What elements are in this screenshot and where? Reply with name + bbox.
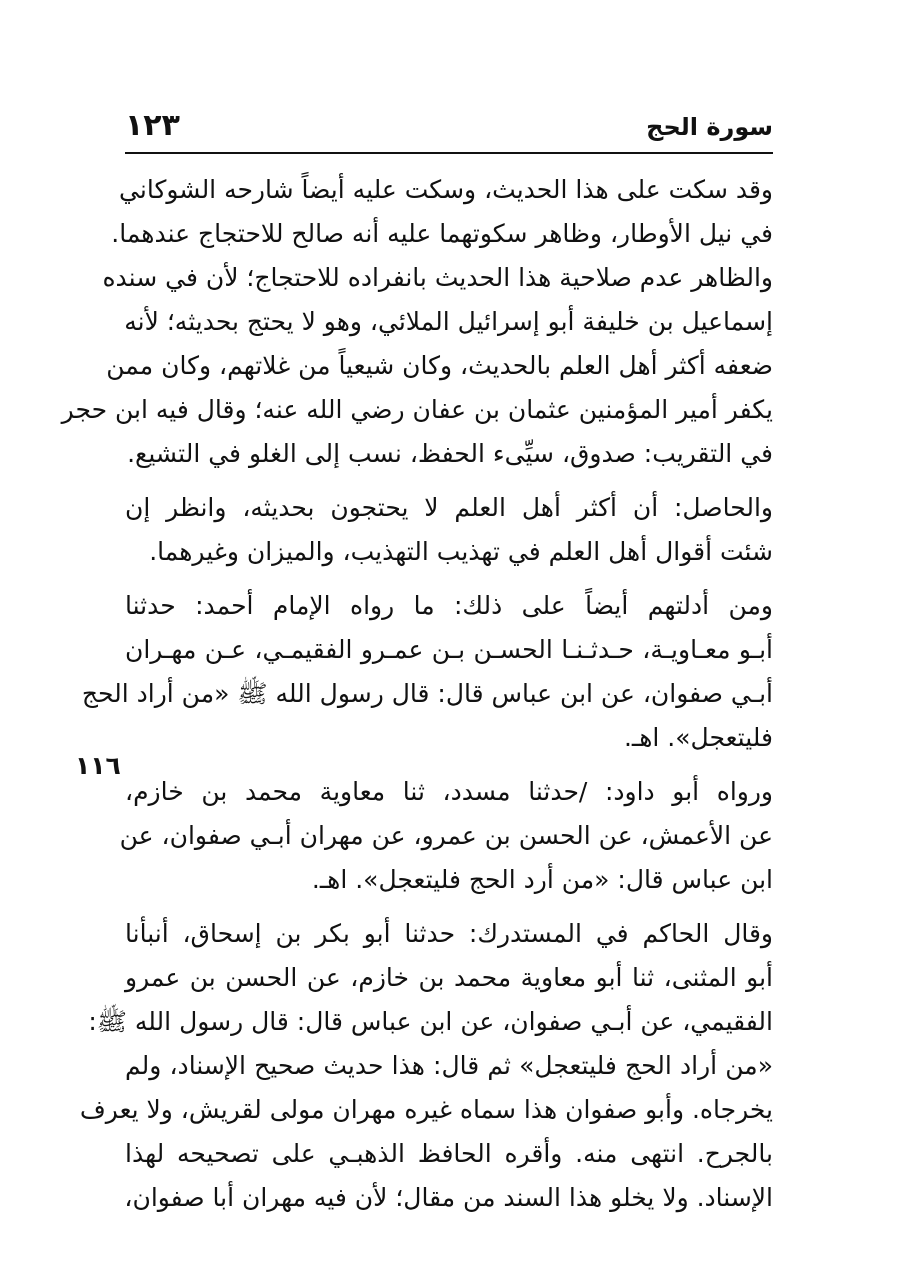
chapter-title: سورة الحج [646, 113, 773, 141]
page-header [125, 108, 773, 148]
text-line: يخرجاه. وأبو صفوان هذا سماه غيره مهران مولى لقريش، ولا يعرف [79, 1095, 773, 1124]
text-line: أبـي صفوان، عن ابن عباس قال: قال رسول الله ﷺ «من أراد الحج [81, 679, 773, 708]
text-line: والحاصل: أن أكثر أهل العلم لا يحتجون بحديثه، وانظر إن [125, 493, 773, 522]
text-line: في التقريب: صدوق، سيِّىء الحفظ، نسب إلى الغلو في التشيع. [127, 439, 773, 468]
text-line: في نيل الأوطار، وظاهر سكوتهما عليه أنه صالح للاحتجاج عندهما. [111, 219, 773, 248]
text-line: عن الأعمش، عن الحسن بن عمرو، عن مهران أبـي صفوان، عن [119, 821, 773, 850]
text-line: وقد سكت على هذا الحديث، وسكت عليه أيضاً شارحه الشوكاني [119, 175, 773, 204]
header-divider [125, 152, 773, 154]
page-number: ١٢٣ [125, 108, 180, 143]
text-line: الإسناد. ولا يخلو هذا السند من مقال؛ لأن فيه مهران أبا صفوان، [124, 1183, 773, 1212]
text-line: ومن أدلتهم أيضاً على ذلك: ما رواه الإمام أحمد: حدثنا [125, 591, 773, 620]
text-line: أبـو معـاويـة، حـدثـنـا الحسـن بـن عمـرو الفقيمـي، عـن مهـران [125, 635, 773, 664]
paragraph [61, 168, 773, 476]
text-line: ورواه أبو داود: /حدثنا مسدد، ثنا معاوية محمد بن خازم، [125, 777, 773, 806]
text-line: أبو المثنى، ثنا أبو معاوية محمد بن خازم، عن الحسن بن عمرو [125, 963, 773, 992]
text-line: شئت أقوال أهل العلم في تهذيب التهذيب، والميزان وغيرهما. [149, 537, 773, 566]
text-line: ابن عباس قال: «من أرد الحج فليتعجل». اهـ. [311, 865, 773, 894]
paragraph [119, 770, 773, 902]
text-line: بالجرح. انتهى منه. وأقره الحافظ الذهبـي على تصحيحه لهذا [125, 1139, 773, 1168]
text-line: وقال الحاكم في المستدرك: حدثنا أبو بكر بن إسحاق، أنبأنا [125, 919, 773, 948]
margin-page-reference: ١١٦ [75, 751, 121, 780]
paragraph [125, 486, 773, 574]
text-line: إسماعيل بن خليفة أبو إسرائيل الملائي، وهو لا يحتج بحديثه؛ لأنه [124, 307, 773, 336]
text-line: «من أراد الحج فليتعجل» ثم قال: هذا حديث صحيح الإسناد، ولم [125, 1051, 773, 1080]
paragraph [79, 912, 773, 1220]
paragraph [81, 584, 773, 760]
text-line: ضعفه أكثر أهل العلم بالحديث، وكان شيعياً من غلاتهم، وكان ممن [106, 351, 773, 380]
text-line: يكفر أمير المؤمنين عثمان بن عفان رضي الله عنه؛ وقال فيه ابن حجر [61, 395, 773, 424]
text-line: والظاهر عدم صلاحية هذا الحديث بانفراده للاحتجاج؛ لأن في سنده [102, 263, 773, 292]
text-line: الفقيمي، عن أبـي صفوان، عن ابن عباس قال: قال رسول الله ﷺ: [88, 1007, 773, 1036]
text-line: فليتعجل». اهـ. [623, 723, 773, 752]
